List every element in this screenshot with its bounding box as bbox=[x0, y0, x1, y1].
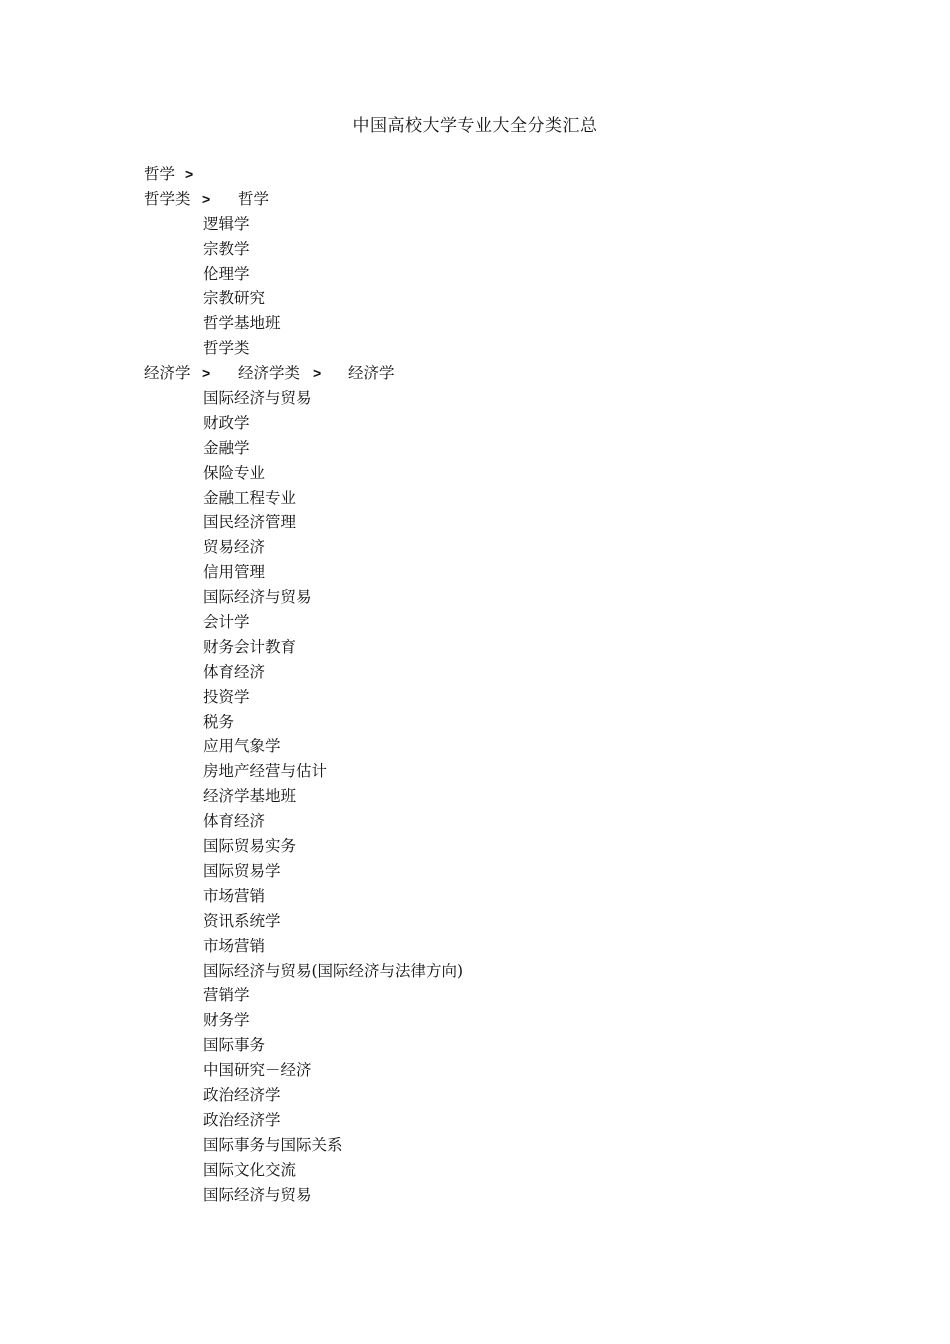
major-item: 体育经济 bbox=[203, 662, 266, 681]
major-item: 会计学 bbox=[203, 613, 250, 632]
major-item: 宗教学 bbox=[203, 239, 250, 258]
major-item: 金融工程专业 bbox=[203, 488, 297, 507]
major-item: 政治经济学 bbox=[203, 1085, 281, 1104]
separator-arrow: > bbox=[313, 365, 322, 382]
major-item: 经济学基地班 bbox=[203, 787, 297, 806]
major-item: 财务学 bbox=[203, 1011, 250, 1030]
class-row-philosophy bbox=[144, 187, 844, 212]
major-item: 哲学基地班 bbox=[203, 314, 281, 333]
major-item: 保险专业 bbox=[203, 463, 266, 482]
major-item: 国际贸易学 bbox=[203, 861, 281, 880]
major-item: 市场营销 bbox=[203, 936, 266, 955]
major-item: 房地产经营与估计 bbox=[203, 762, 328, 781]
class-label: 哲学类 bbox=[144, 189, 191, 208]
major-item: 国际事务 bbox=[203, 1036, 266, 1055]
major-item: 财务会计教育 bbox=[203, 637, 297, 656]
major-item: 国际贸易实务 bbox=[203, 837, 297, 856]
major-item: 贸易经济 bbox=[203, 538, 266, 557]
major-item: 逻辑学 bbox=[203, 214, 250, 233]
discipline-row-economics bbox=[144, 361, 844, 386]
major-list-philosophy bbox=[144, 212, 844, 361]
major-item: 经济学 bbox=[348, 364, 395, 383]
document-title: 中国高校大学专业大全分类汇总 bbox=[352, 116, 598, 136]
major-item: 哲学类 bbox=[203, 339, 250, 358]
major-item: 投资学 bbox=[203, 687, 250, 706]
major-item: 国际经济与贸易(国际经济与法律方向) bbox=[203, 961, 464, 980]
separator-arrow: > bbox=[185, 166, 194, 182]
discipline-row-philosophy bbox=[144, 162, 844, 187]
major-item: 国际事务与国际关系 bbox=[203, 1135, 343, 1154]
discipline-label: 经济学 bbox=[144, 364, 191, 383]
major-item: 国际经济与贸易 bbox=[203, 389, 312, 408]
discipline-label: 哲学 bbox=[144, 165, 176, 183]
separator-arrow: > bbox=[202, 365, 211, 382]
major-item: 国际经济与贸易 bbox=[203, 1185, 312, 1204]
major-item: 国民经济管理 bbox=[203, 513, 297, 532]
major-item: 伦理学 bbox=[203, 264, 250, 283]
major-item: 营销学 bbox=[203, 986, 250, 1005]
major-item: 中国研究－经济 bbox=[203, 1061, 312, 1080]
major-item: 资讯系统学 bbox=[203, 911, 281, 930]
major-item: 应用气象学 bbox=[203, 737, 281, 756]
major-item: 市场营销 bbox=[203, 886, 266, 905]
major-item: 体育经济 bbox=[203, 812, 266, 831]
document-body bbox=[144, 162, 844, 1207]
major-item: 财政学 bbox=[203, 413, 250, 432]
separator-arrow: > bbox=[202, 190, 211, 207]
major-item: 信用管理 bbox=[203, 563, 266, 582]
major-item: 金融学 bbox=[203, 438, 250, 457]
major-item: 哲学 bbox=[238, 189, 270, 208]
major-item: 政治经济学 bbox=[203, 1110, 281, 1129]
major-item: 国际经济与贸易 bbox=[203, 588, 312, 607]
major-item: 国际文化交流 bbox=[203, 1160, 297, 1179]
major-list-economics bbox=[144, 386, 844, 1207]
major-item: 税务 bbox=[203, 712, 235, 731]
major-item: 宗教研究 bbox=[203, 289, 266, 308]
class-label: 经济学类 bbox=[238, 364, 301, 383]
